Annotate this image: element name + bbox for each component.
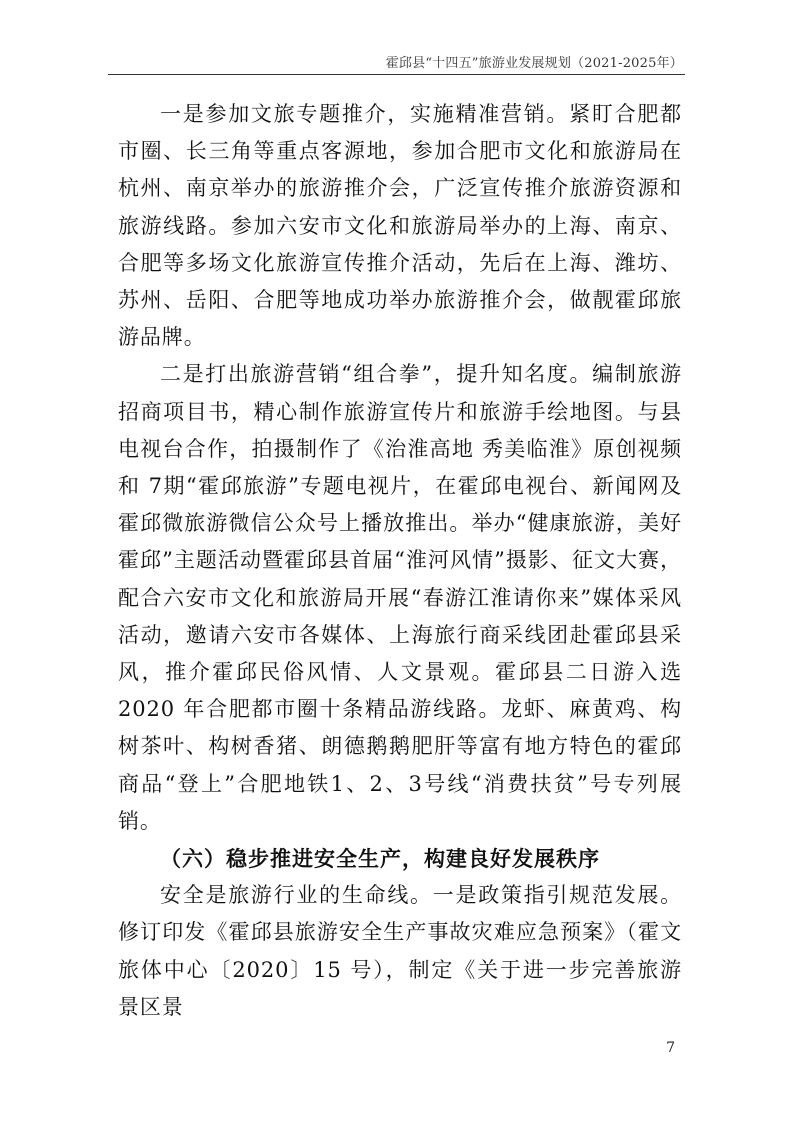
- header-divider: [108, 74, 685, 75]
- page-number: 7: [666, 1040, 675, 1056]
- document-body: [118, 96, 682, 1026]
- paragraph-marketing: 二是打出旅游营销“组合拳”，提升知名度。编制旅游招商项目书，精心制作旅游宣传片和旅游手绘地图。与县电视台合作，拍摄制作了《治淮高地 秀美临淮》原创视频和 7期“霍邱旅游”专题电视片，在霍邱电视台、新闻网及霍邱微旅游微信公众号上播放推出。举办“健康旅游，美好霍邱”主题活动暨霍邱县首届“淮河风情”摄影、征文大赛，配合六安市文化和旅游局开展“春游江淮请你来”媒体采风活动，邀请六安市各媒体、上海旅行商采线团赴霍邱县采风，推介霍邱民俗风情、人文景观。霍邱县二日游入选 2020 年合肥都市圈十条精品游线路。龙虾、麻黄鸡、构树茶叶、构树香猪、朗德鹅鹅肥肝等富有地方特色的霍邱商品“登上”合肥地铁1、2、3号线“消费扶贫”号专列展销。: [118, 362, 682, 833]
- section-heading: （六）稳步推进安全生产，构建良好发展秩序: [160, 846, 600, 872]
- paragraph-safety: 安全是旅游行业的生命线。一是政策指引规范发展。修订印发《霍邱县旅游安全生产事故灾难应急预案》（霍文旅体中心〔2020〕15 号），制定《关于进一步完善旅游景区景: [118, 883, 682, 1019]
- paragraph-promotion: 一是参加文旅专题推介，实施精准营销。紧盯合肥都市圈、长三角等重点客源地，参加合肥市文化和旅游局在杭州、南京举办的旅游推介会，广泛宣传推介旅游资源和旅游线路。参加六安市文化和旅游局举办的上海、南京、合肥等多场文化旅游宣传推介活动，先后在上海、潍坊、苏州、岳阳、合肥等地成功举办旅游推介会，做靓霍邱旅游品牌。: [118, 102, 682, 350]
- running-header: 霍邱县“十四五”旅游业发展规划（2021-2025年）: [385, 56, 683, 71]
